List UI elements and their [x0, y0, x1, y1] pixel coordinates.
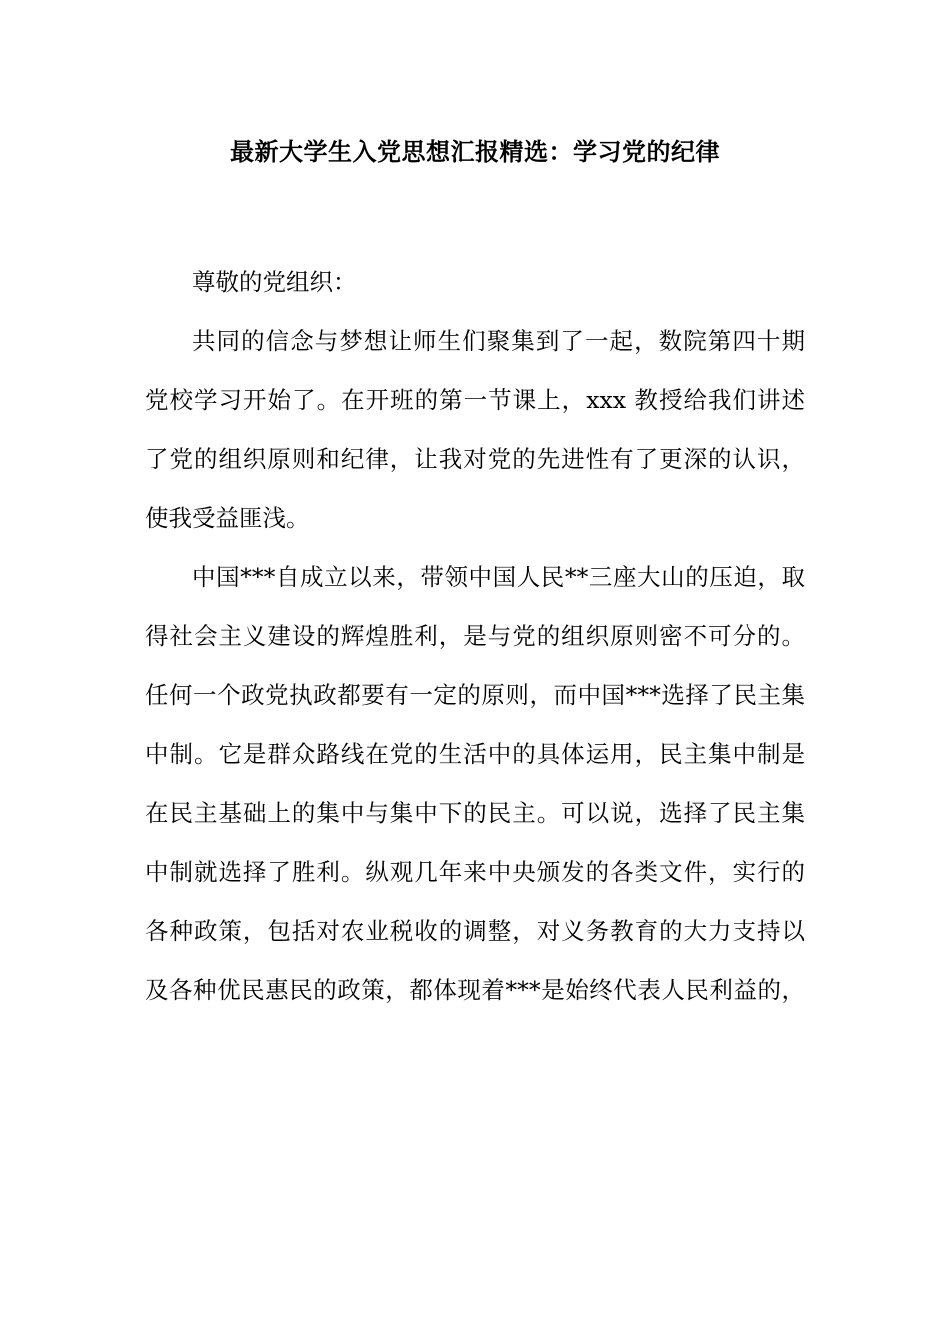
paragraph-line: 中国***自成立以来，带领中国人民**三座大山的压迫，取: [192, 563, 805, 591]
document-title: 最新大学生入党思想汇报精选：学习党的纪律: [230, 138, 720, 166]
paragraph-line: 及各种优民惠民的政策，都体现着***是始终代表人民利益的，: [145, 976, 805, 1004]
paragraph-line: 中制就选择了胜利。纵观几年来中央颁发的各类文件，实行的: [145, 858, 805, 886]
paragraph-line: 得社会主义建设的辉煌胜利，是与党的组织原则密不可分的。: [145, 622, 805, 650]
paragraph-1: [145, 312, 805, 548]
paragraph-line: 在民主基础上的集中与集中下的民主。可以说，选择了民主集: [145, 799, 805, 827]
paragraph-line: 共同的信念与梦想让师生们聚集到了一起，数院第四十期: [192, 327, 805, 355]
paragraph-line: 任何一个政党执政都要有一定的原则，而中国***选择了民主集: [145, 681, 805, 709]
paragraph-line: 党校学习开始了。在开班的第一节课上，xxx 教授给我们讲述: [145, 386, 805, 414]
document-body: [145, 253, 805, 1020]
paragraph-line: 使我受益匪浅。: [145, 504, 310, 532]
salutation: 尊敬的党组织：: [192, 268, 357, 296]
paragraph-line: 中制。它是群众路线在党的生活中的具体运用，民主集中制是: [145, 740, 805, 768]
paragraph-2: [145, 548, 805, 1020]
paragraph-line: 各种政策，包括对农业税收的调整，对义务教育的大力支持以: [145, 917, 805, 945]
paragraph-line: 了党的组织原则和纪律，让我对党的先进性有了更深的认识，: [145, 445, 805, 473]
